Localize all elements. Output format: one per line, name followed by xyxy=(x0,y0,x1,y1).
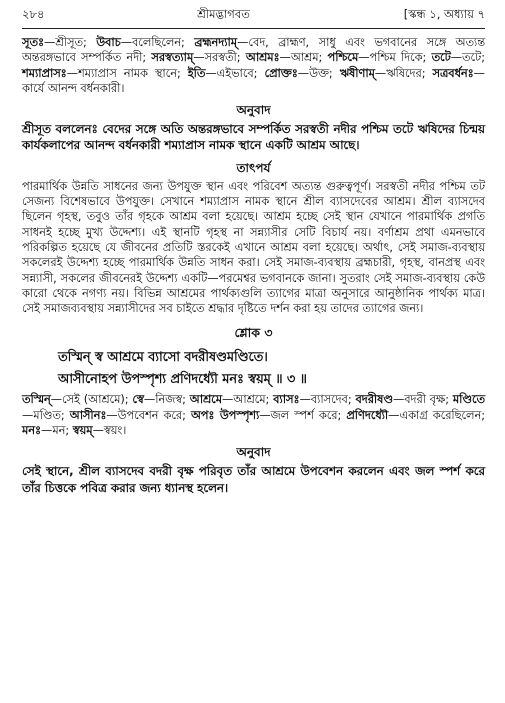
purport-text: পারমার্থিক উন্নতি সাধনের জন্য উপযুক্ত স্থান এবং পরিবেশ অত্যন্ত গুরুত্বপূর্ণ। সরস্বতী নদীর পশ্চিম তট সেজন্য বিশেষভাবে উপযুক্ত। সেখানে শম্যাপ্রাস নামক স্থানে শ্রীল ব্যাসদেবের আশ্রম। শ্রীল ব্যাসদেব ছিলেন গৃহস্থ, তবুও তাঁর গৃহকে আশ্রম বলা হয়েছে। আশ্রম হচ্ছে সেই স্থান যেখানে পারমার্থিক প্রগতি সাধনই হচ্ছে মুখ্য উদ্দেশ্য। এই স্থানটি গৃহস্থ না সন্ন্যাসীর সেটি বিচার্য নয়। বর্ণাশ্রম প্রথা এমনভাবে পরিকল্পিত হয়েছে যে জীবনের প্রতিটি স্তরকেই এখানে আশ্রম বলা হয়েছে। অর্থাৎ, সেই সমাজ-ব্যবস্থায় সকলেরই উদ্দেশ্য হচ্ছে পারমার্থিক উন্নতি সাধন করা। সেই সমাজ-ব্যবস্থায় ব্রহ্মচারী, গৃহস্থ, বানপ্রস্থ এবং সন্ন্যাসী, সকলের জীবনেরই উদ্দেশ্য একটি—পরমেশ্বর ভগবানকে জানা। সুতরাং সেই সমাজ-ব্যবস্থায় কেউ কারো থেকে নগণ্য নয়। বিভিন্ন আশ্রমের পার্থক্যগুলি ত্যাগের মাত্রা অনুসারে আনুষ্ঠানিক পার্থক্য মাত্র। সেই সমাজব্যবস্থায় সন্ন্যাসীদের সব চাইতে শ্রদ্ধার দৃষ্টিতে দর্শন করা হয় তাদের ত্যাগের জন্য। xyxy=(22,179,485,316)
synonym-word: পশ্চিমে xyxy=(327,51,359,65)
synonym-word: আসীনঃ xyxy=(69,408,107,422)
synonym-word: উবাচ xyxy=(96,36,121,49)
synonym-separator: ; xyxy=(481,408,486,422)
synonym-separator: ; xyxy=(481,51,486,65)
synonym-dash: — xyxy=(120,36,133,49)
synonym-meaning: জল স্পর্শ করে xyxy=(270,408,338,422)
synonym-dash: — xyxy=(299,393,311,407)
synonym-separator: ; xyxy=(422,51,432,65)
synonym-dash: — xyxy=(279,51,291,65)
synonym-word: বদরীষণ্ড xyxy=(355,393,393,407)
synonym-separator: ; xyxy=(421,66,433,80)
book-title: শ্রীমদ্ভাগবত xyxy=(197,7,250,21)
synonym-meaning: শ্রীসূত xyxy=(55,36,83,49)
synonym-dash: — xyxy=(43,36,56,49)
synonym-separator: ; xyxy=(318,51,328,65)
synonym-meaning: আশ্রমে xyxy=(233,393,266,407)
synonym-meaning: মন xyxy=(52,424,66,438)
translation-heading-2: অনুবাদ xyxy=(236,445,271,460)
synonym-dash: — xyxy=(358,51,370,65)
synonym-separator: ; xyxy=(328,66,340,80)
verse-heading: শ্লোক ৩ xyxy=(234,325,273,341)
header-rule xyxy=(22,28,485,29)
synonyms-block-2 xyxy=(22,392,485,438)
synonym-word: ব্রহ্মনদ্যাম্ xyxy=(194,36,238,49)
synonym-separator: ; xyxy=(347,393,356,407)
synonym-separator: ; xyxy=(236,51,246,65)
synonym-meaning: তটে xyxy=(462,51,482,65)
verse-line-1: তস্মিন্ স্ব আশ্রমে ব্যাসো বদরীষণ্ডমণ্ডিতে। xyxy=(58,350,268,366)
synonym-separator: ; xyxy=(182,408,191,422)
synonym-word: মনঃ xyxy=(22,424,42,438)
synonym-meaning: ব্যাসদেব xyxy=(310,393,348,407)
synonym-word: ইতি xyxy=(187,66,206,80)
synonym-word: স্বয়ম্ xyxy=(72,424,93,438)
page-header xyxy=(22,6,485,26)
synonym-separator: ; xyxy=(445,393,453,407)
synonym-separator: ; xyxy=(181,36,195,49)
synonym-separator: ; xyxy=(65,424,73,438)
synonym-meaning: বদরী বৃক্ষ xyxy=(404,393,446,407)
synonym-meaning: পশ্চিম দিকে xyxy=(369,51,423,65)
synonym-meaning: উক্ত xyxy=(309,66,329,80)
synonym-meaning: বলেছিলেন xyxy=(132,36,182,49)
synonym-dash: — xyxy=(106,408,118,422)
verse-line-2: আসীনোহপ উপস্পৃশ্য প্রণিদধ্যৌ মনঃ স্বয়ম্ ॥ ৩ ॥ xyxy=(58,371,307,387)
synonym-meaning: স্বয়ং। xyxy=(103,424,127,438)
synonym-word: অপঃ উপস্পৃশ্য xyxy=(190,408,260,422)
synonym-word: তস্মিন্ xyxy=(22,393,51,407)
synonym-separator: ; xyxy=(82,36,97,49)
synonym-word: ঋষীণাম্ xyxy=(339,66,375,80)
purport-heading: তাৎপর্য xyxy=(236,160,271,175)
synonym-word: শম্যাপ্রাসঃ xyxy=(22,66,67,80)
synonym-meaning: আশ্রম xyxy=(290,51,319,65)
synonyms-block-1 xyxy=(22,35,485,96)
synonym-dash: — xyxy=(66,66,78,80)
synonym-separator: ; xyxy=(337,408,347,422)
synonym-dash: — xyxy=(374,66,387,80)
synonym-dash: — xyxy=(473,66,485,80)
translation-text-1: শ্রীসূত বললেনঃ বেদের সঙ্গে অতি অন্তরঙ্গভাবে সম্পর্কিত সরস্বতী নদীর পশ্চিম তটে ঋষিদের চিন্ময় কার্যকলাপের আনন্দ বর্ধনকারী শম্যাপ্রাস নামক স্থানে একটি আশ্রম আছে। xyxy=(22,122,485,153)
synonym-dash: — xyxy=(259,408,271,422)
synonym-word: প্রোক্তঃ xyxy=(264,66,298,80)
synonym-meaning: শম্যাপ্রাস নামক স্থানে xyxy=(78,66,177,80)
synonym-dash: — xyxy=(193,51,205,65)
synonym-separator: ; xyxy=(124,393,133,407)
synonym-meaning: একাগ্র করেছিলেন xyxy=(399,408,482,422)
synonym-dash: — xyxy=(50,393,62,407)
synonym-word: মণ্ডিতে xyxy=(452,393,485,407)
synonym-word: আশ্রমঃ xyxy=(245,51,280,65)
synonym-meaning: এইভাবে xyxy=(216,66,254,80)
synonym-dash: — xyxy=(237,36,249,49)
synonym-meaning: ঋষিদের xyxy=(386,66,422,80)
synonym-word: ব্যাসঃ xyxy=(273,393,300,407)
synonym-dash: — xyxy=(41,424,53,438)
synonym-separator: ; xyxy=(265,393,274,407)
chapter-reference: [স্কন্ধ ১, অধ্যায় ৭ xyxy=(403,7,485,21)
translation-text-2: সেই স্থানে, শ্রীল ব্যাসদেব বদরী বৃক্ষ পরিবৃত তাঁর আশ্রমে উপবেশন করলেন এবং জল স্পর্শ করে তাঁর চিত্তকে পবিত্র করার জন্য ধ্যানস্থ হলেন। xyxy=(22,464,485,495)
synonym-dash: — xyxy=(297,66,310,80)
synonym-word: তটে xyxy=(431,51,451,65)
synonym-separator: ; xyxy=(142,51,152,65)
synonym-meaning: সরস্বতী xyxy=(204,51,237,65)
synonym-meaning: নিজস্ব xyxy=(155,393,183,407)
synonym-meaning: কার্যে আনন্দ বর্ধনকারী। xyxy=(22,81,125,95)
page-number: ২৮৪ xyxy=(22,7,45,21)
synonym-word: সত্রবর্ধনঃ xyxy=(432,66,474,80)
synonym-word: প্রণিদধ্যৌ xyxy=(346,408,389,422)
synonym-dash: — xyxy=(222,393,234,407)
synonym-separator: ; xyxy=(182,393,190,407)
synonym-word: সূতঃ xyxy=(22,36,44,49)
synonym-word: আশ্রমে xyxy=(189,393,222,407)
synonym-separator: ; xyxy=(60,408,70,422)
synonym-word: স্বে xyxy=(132,393,144,407)
synonym-word: সরস্বত্যাম্ xyxy=(151,51,194,65)
synonym-separator: ; xyxy=(176,66,188,80)
synonym-separator: ; xyxy=(253,66,265,80)
translation-heading-1: অনুবাদ xyxy=(236,103,271,118)
synonym-meaning: মণ্ডিত xyxy=(33,408,61,422)
synonym-meaning: সেই (আশ্রমে) xyxy=(62,393,125,407)
synonym-dash: — xyxy=(388,408,400,422)
synonym-dash: — xyxy=(92,424,104,438)
synonym-dash: — xyxy=(392,393,405,407)
synonym-dash: — xyxy=(205,66,217,80)
synonym-meaning: বেদ, ব্রাহ্মণ, সাধু এবং ভগবানের সঙ্গে অত্যন্ত অন্তরঙ্গভাবে সম্পর্কিত নদী xyxy=(22,36,485,65)
synonym-dash: — xyxy=(450,51,463,65)
synonym-dash: — xyxy=(143,393,156,407)
synonym-meaning: উপবেশন করে xyxy=(117,408,183,422)
synonym-dash: — xyxy=(22,408,34,422)
